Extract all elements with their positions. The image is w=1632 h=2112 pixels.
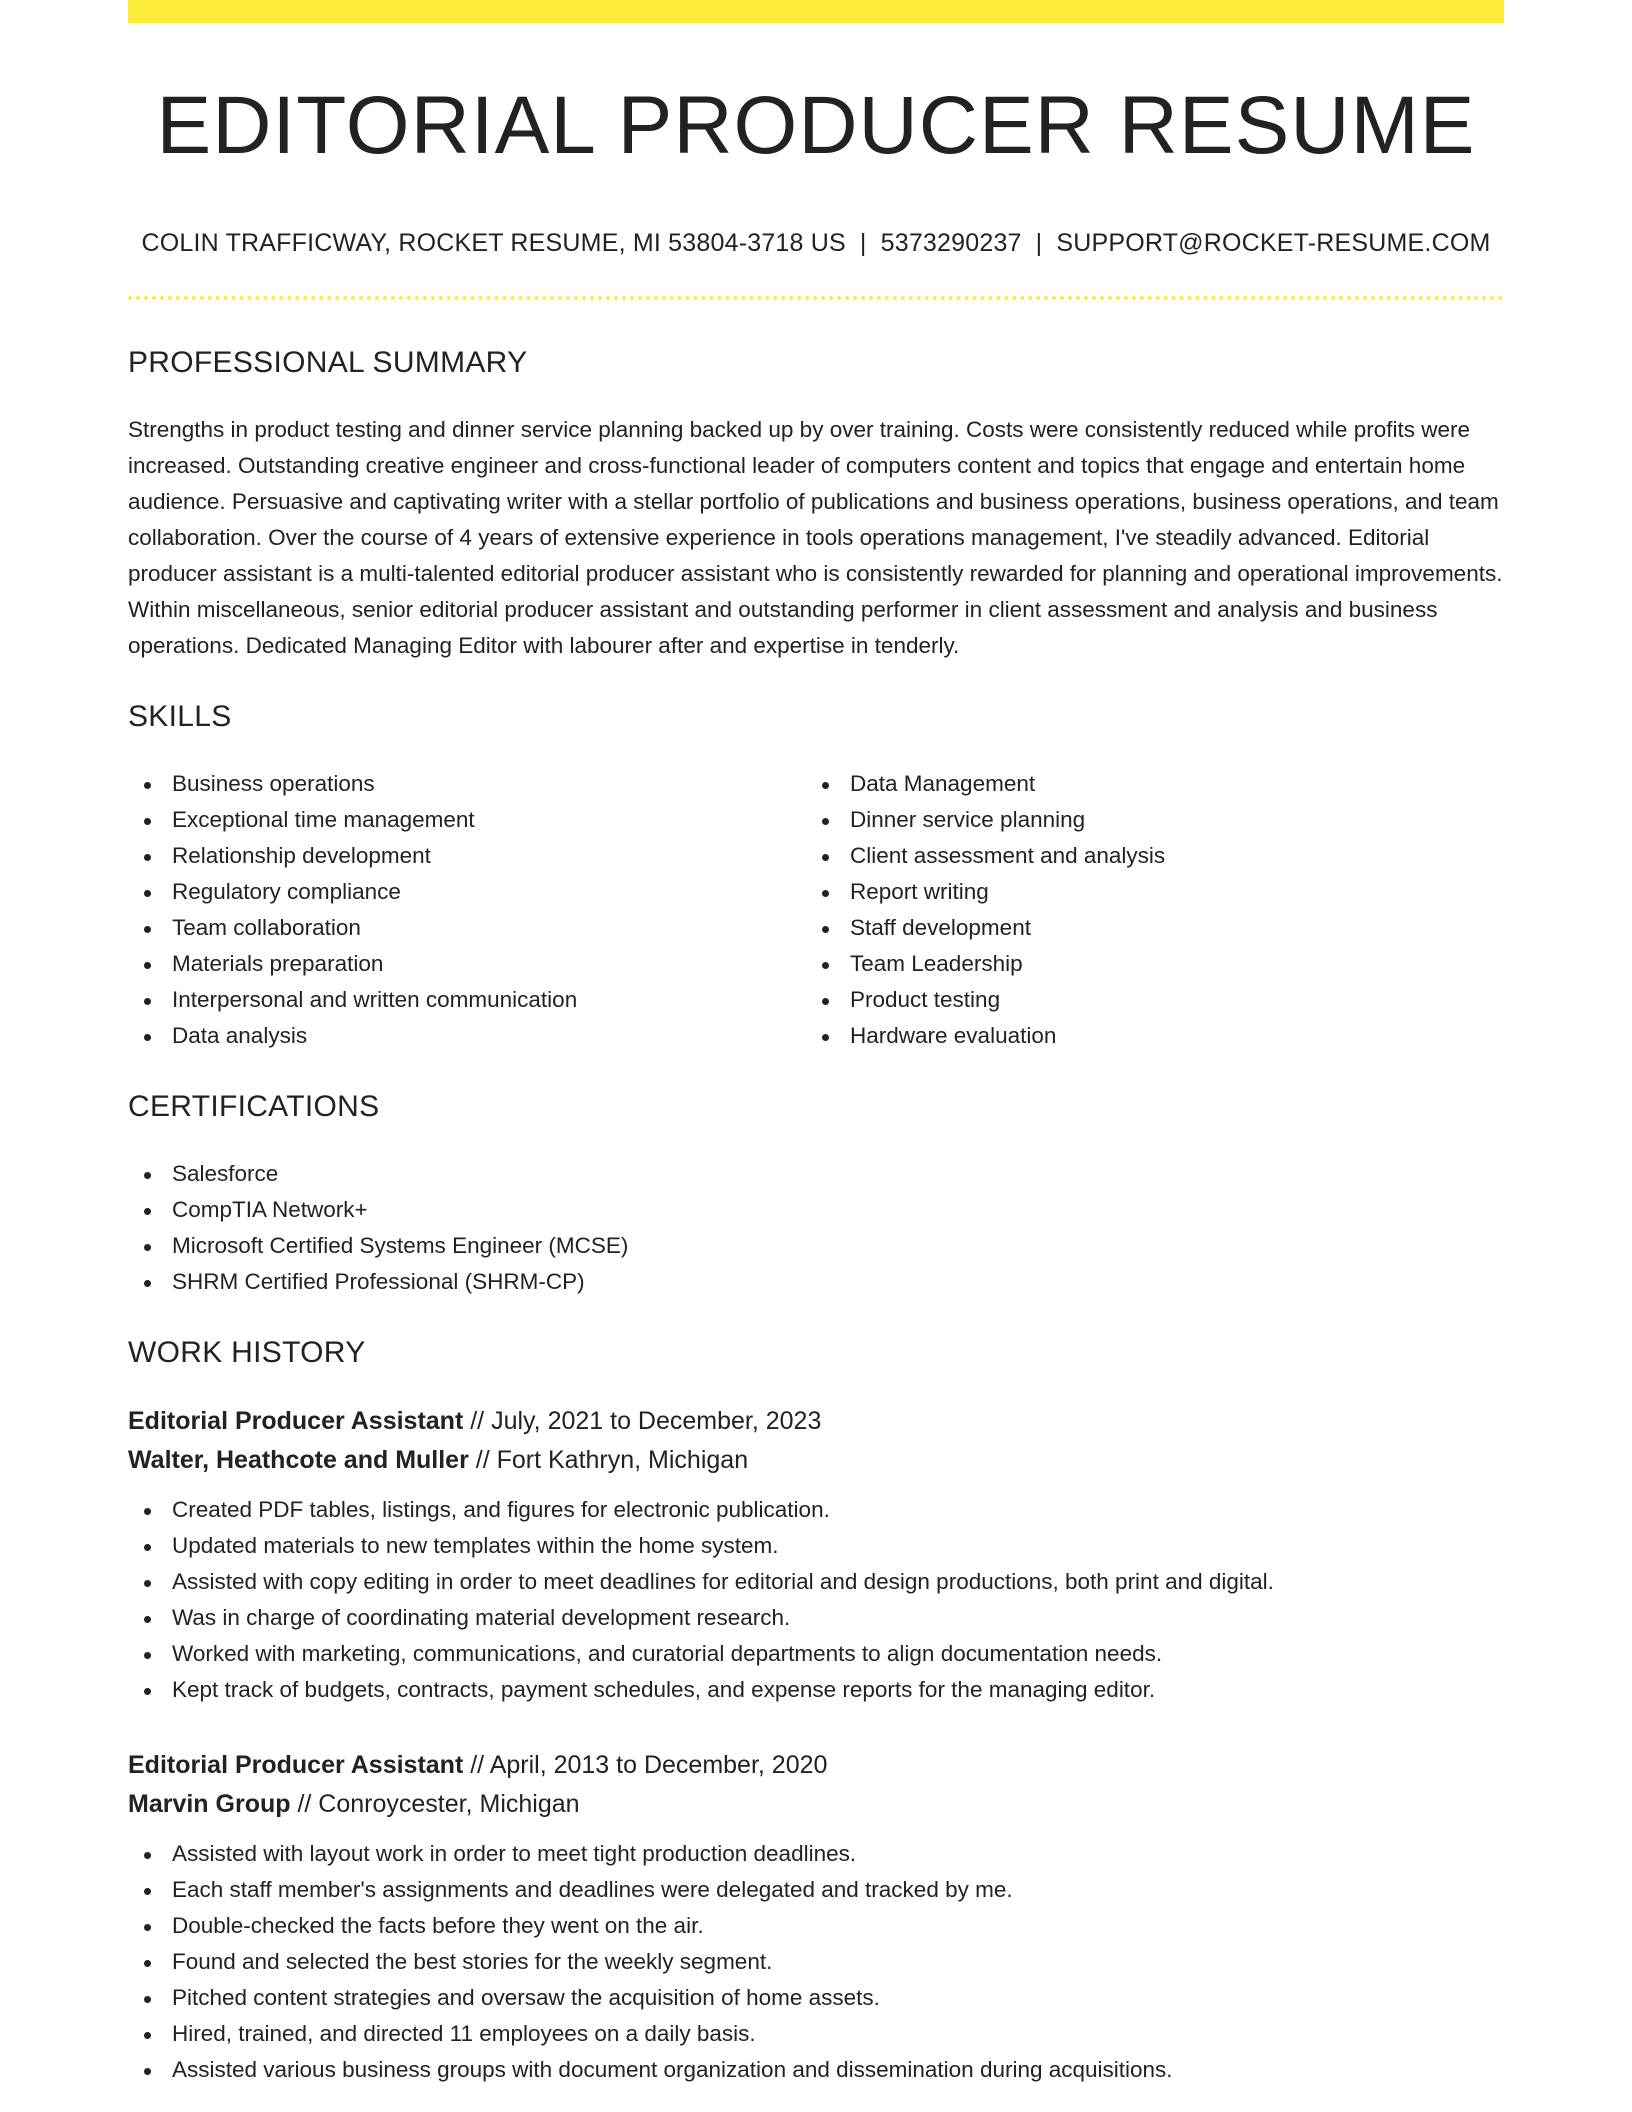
summary-heading: PROFESSIONAL SUMMARY (128, 346, 528, 379)
certifications-list (128, 1156, 1504, 1300)
top-accent-bar (128, 0, 1504, 23)
job-duty: Assisted with copy editing in order to meet deadlines for editorial and design productions, both print and digital. (128, 1564, 1504, 1600)
skill-item: Interpersonal and written communication (128, 982, 806, 1018)
job-duty: Created PDF tables, listings, and figures for electronic publication. (128, 1492, 1504, 1528)
contact-separator: | (1035, 229, 1043, 257)
job-duty: Hired, trained, and directed 11 employees on a daily basis. (128, 2016, 1504, 2052)
certification-item: CompTIA Network+ (128, 1192, 1504, 1228)
summary-text: Strengths in product testing and dinner service planning backed up by over training. Costs were consistently reduced while profits were increased. Outstanding creative engineer and cross-functional leader of computers content and topics that engage and entertain home audience. Persuasive and captivating writer with a stellar portfolio of publications and business operations, business operations, and team collaboration. Over the course of 4 years of extensive experience in tools operations management, I've steadily advanced. Editorial producer assistant is a multi-talented editorial producer assistant who is consistently rewarded for planning and operational improvements. Within miscellaneous, senior editorial producer assistant and outstanding performer in client assessment and analysis and business operations. Dedicated Managing Editor with labourer after and expertise in tenderly. (128, 417, 1503, 658)
job-location: // Conroycester, Michigan (297, 1790, 580, 1818)
skill-item: Exceptional time management (128, 802, 806, 838)
job-duty: Updated materials to new templates within the home system. (128, 1528, 1504, 1564)
job-duty: Each staff member's assignments and deadlines were delegated and tracked by me. (128, 1872, 1504, 1908)
contact-phone: 5373290237 (880, 229, 1022, 257)
skill-item: Team Leadership (806, 946, 1484, 982)
job-duty: Found and selected the best stories for the weekly segment. (128, 1944, 1504, 1980)
certification-item: Microsoft Certified Systems Engineer (MCSE) (128, 1228, 1504, 1264)
certifications-heading: CERTIFICATIONS (128, 1090, 380, 1123)
job-duty: Kept track of budgets, contracts, payment schedules, and expense reports for the managing editor. (128, 1672, 1504, 1708)
skill-item: Relationship development (128, 838, 806, 874)
skill-item: Report writing (806, 874, 1484, 910)
skill-item: Materials preparation (128, 946, 806, 982)
skill-item: Product testing (806, 982, 1484, 1018)
certification-item: SHRM Certified Professional (SHRM-CP) (128, 1264, 1504, 1300)
job-title: Editorial Producer Assistant (128, 1407, 464, 1435)
job-duties-list (128, 1492, 1504, 1708)
contact-line (128, 231, 1504, 256)
job-company: Marvin Group (128, 1790, 291, 1818)
dotted-divider (128, 296, 1504, 300)
job-duties-list (128, 1836, 1504, 2088)
job-duty: Assisted with layout work in order to meet tight production deadlines. (128, 1836, 1504, 1872)
job-duty: Pitched content strategies and oversaw the acquisition of home assets. (128, 1980, 1504, 2016)
job-entry (128, 1746, 1504, 2088)
skills-column-right (806, 766, 1484, 1054)
job-duty: Worked with marketing, communications, and curatorial departments to align documentation needs. (128, 1636, 1504, 1672)
skill-item: Dinner service planning (806, 802, 1484, 838)
job-company-line (128, 1441, 1504, 1480)
job-entry (128, 1402, 1504, 1708)
job-dates: // April, 2013 to December, 2020 (470, 1751, 828, 1779)
contact-address: COLIN TRAFFICWAY, ROCKET RESUME, MI 53804-3718 US (141, 229, 846, 257)
skill-item: Business operations (128, 766, 806, 802)
skill-item: Data analysis (128, 1018, 806, 1054)
skills-heading: SKILLS (128, 700, 232, 733)
work-history-heading: WORK HISTORY (128, 1336, 366, 1369)
job-dates: // July, 2021 to December, 2023 (470, 1407, 822, 1435)
contact-email[interactable]: SUPPORT@ROCKET-RESUME.COM (1056, 229, 1491, 257)
skill-item: Client assessment and analysis (806, 838, 1484, 874)
job-company-line (128, 1785, 1504, 1824)
skill-item: Staff development (806, 910, 1484, 946)
job-duty: Double-checked the facts before they went on the air. (128, 1908, 1504, 1944)
job-title-line (128, 1402, 1504, 1441)
job-company: Walter, Heathcote and Muller (128, 1446, 469, 1474)
skill-item: Regulatory compliance (128, 874, 806, 910)
skill-item: Data Management (806, 766, 1484, 802)
job-title: Editorial Producer Assistant (128, 1751, 464, 1779)
resume-title: EDITORIAL PRODUCER RESUME (156, 80, 1476, 171)
job-duty: Was in charge of coordinating material development research. (128, 1600, 1504, 1636)
skill-item: Hardware evaluation (806, 1018, 1484, 1054)
skill-item: Team collaboration (128, 910, 806, 946)
resume-page (128, 0, 1504, 2088)
job-title-line (128, 1746, 1504, 1785)
skills-column-left (128, 766, 806, 1054)
contact-separator: | (859, 229, 867, 257)
skills-list (128, 766, 1504, 1054)
job-location: // Fort Kathryn, Michigan (475, 1446, 749, 1474)
certification-item: Salesforce (128, 1156, 1504, 1192)
job-duty: Assisted various business groups with document organization and dissemination during acquisitions. (128, 2052, 1504, 2088)
